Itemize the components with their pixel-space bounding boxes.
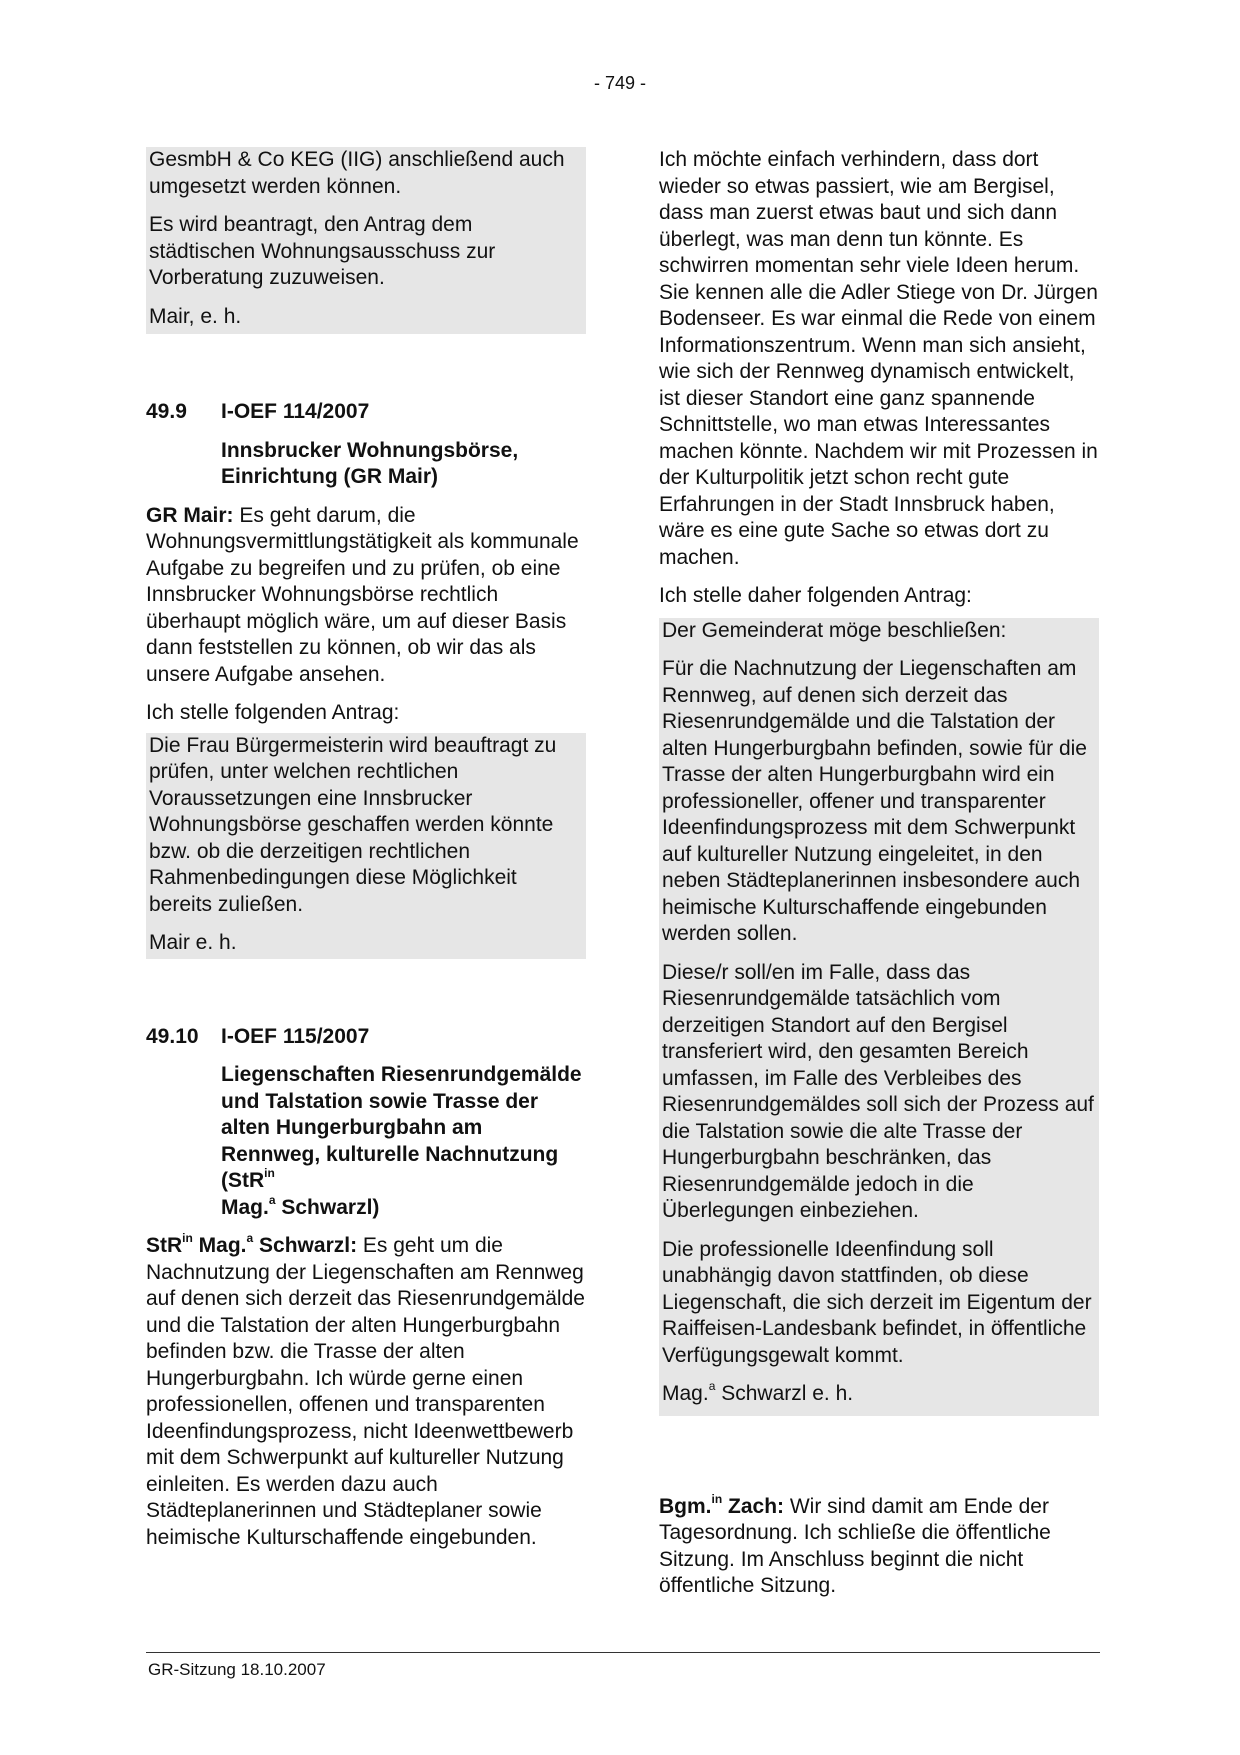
section-title: Innsbrucker Wohnungsbörse, Einrichtung (GR Mair) [221,438,519,488]
speaker-part: Schwarzl: [253,1234,358,1257]
speaker-name [659,1491,785,1518]
motion-text: Es wird beantragt, den Antrag dem städtischen Wohnungsausschuss zur Vorberatung zuzuweisen. [149,213,496,289]
motion-intro: Ich stelle folgenden Antrag: [146,701,400,724]
right-column [659,147,1099,1600]
superscript: in [182,1231,193,1245]
superscript: a [268,1192,276,1207]
superscript: in [264,1166,275,1180]
motion-intro: Ich stelle daher folgenden Antrag: [659,584,972,607]
speech-text: Es geht darum, die Wohnungsvermittlungstätigkeit als kommunale Aufgabe zu begreifen und zu prüfen, ob eine Innsbrucker Wohnungsbörse rechtlich überhaupt möglich wäre, um auf dieser Basis dann feststellen zu können, ob wir das als unsere Aufgabe ansehen. [146,503,579,686]
motion-signature: Mair e. h. [149,931,237,954]
footer-divider [146,1652,1100,1653]
motion-text: Die Frau Bürgermeisterin wird beauftragt zu prüfen, unter welchen rechtlichen Voraussetzungen eine Innsbrucker Wohnungsbörse geschaffen werden könnte bzw. ob die derzeitigen rechtlichen Rahmenbedingungen diese Möglichkeit bereits zuließen. [149,733,557,916]
motion-box [146,733,586,959]
closing-text: Wir sind damit am Ende der Tagesordnung. Ich schließe die öffentliche Sitzung. Im Anschluss beginnt die nicht öffentliche Sitzung. [659,1494,1051,1597]
section-number: 49.9 [146,400,187,423]
speaker-part: Mag. [192,1234,247,1257]
motion-text: GesmbH & Co KEG (IIG) anschließend auch umgesetzt werden können. [149,148,565,198]
speech-text: Es geht um die Nachnutzung der Liegenschaften am Rennweg auf denen sich derzeit das Riesenrundgemälde und die Talstation der alten Hungerburgbahn befinden bzw. die Trasse der alten Hungerburgbahn. Ich würde gerne einen professionellen, offenen und transparenten Ideenfindungsprozess, nicht Ideenwettbewerb mit dem Schwerpunkt auf kultureller Nutzung einleiten. Es werden dazu auch Städteplanerinnen und Städteplaner sowie heimische Kulturschaffende eingebunden. [146,1234,585,1549]
section-title-text: Liegenschaften Riesenrundgemälde und Talstation sowie Trasse der alten Hungerburgbahn am Rennweg, kulturelle Nachnutzung (StR [221,1063,582,1192]
speaker-part: Zach: [722,1494,785,1518]
closing-paragraph [659,1491,1099,1600]
speaker-name [146,1231,358,1257]
motion-text: Der Gemeinderat möge beschließen: [662,618,1007,642]
motion-signature: Mair, e. h. [149,304,242,328]
speech-text: Ich möchte einfach verhindern, dass dort wieder so etwas passiert, wie am Bergisel, dass man zuerst etwas baut und sich dann überlegt, was man denn tun könnte. Es schwirren momentan sehr viele Ideen herum. Sie kennen alle die Adler Stiege von Dr. Jürgen Bodenseer. Es war einmal die Rede von einem Informationszentrum. Wenn man sich ansieht, wie sich der Rennweg dynamisch entwickelt, ist dieser Standort eine ganz spannende Schnittstelle, wo man etwas Interessantes machen könnte. Nachdem wir mit Prozessen in der Kulturpolitik jetzt schon recht gute Erfahrungen in der Stadt Innsbruck haben, wäre es eine gute Sache so etwas dort zu machen. [659,148,1098,569]
section-code: I-OEF 114/2007 [221,400,370,423]
section-title-text: Schwarzl) [275,1195,380,1219]
speaker-part: StR [146,1234,183,1257]
section-code: I-OEF 115/2007 [221,1024,370,1048]
left-column [146,147,586,1551]
motion-signature [662,1381,1096,1408]
motion-box-continued [146,147,586,334]
section-title [146,1062,586,1221]
page-number: - 749 - [593,73,647,93]
speech-paragraph [146,503,586,689]
motion-text: Diese/r soll/en im Falle, dass das Riesenrundgemälde tatsächlich vom derzeitigen Standort auf den Bergisel transferiert wird, den gesamten Bereich umfassen, im Falle des Verbleibes des Riesenrundgemäldes soll sich der Prozess auf die Talstation sowie die alte Trasse der Hungerburgbahn beschränken, das Riesenrundgemälde jedoch in die Überlegungen einbeziehen. [662,960,1094,1222]
speech-paragraph [146,1233,586,1551]
motion-box [659,618,1099,1416]
section-number: 49.10 [146,1024,199,1048]
superscript: a [246,1231,254,1245]
superscript: in [711,1491,723,1506]
superscript: a [708,1379,716,1393]
speaker-part: Bgm. [659,1494,712,1518]
motion-text: Die professionelle Ideenfindung soll unabhängig davon stattfinden, ob diese Liegenschaft, die sich derzeit im Eigentum der Raiffeisen-Landesbank befindet, in öffentliche Verfügungsgewalt kommt. [662,1237,1092,1367]
section-heading-49-9 [146,399,586,426]
footer-text: GR-Sitzung 18.10.2007 [148,1660,326,1679]
section-title-text: Mag. [221,1195,269,1219]
signature-part: Schwarzl e. h. [721,1382,854,1405]
speaker-name: GR Mair: [146,503,234,527]
section-heading-49-10 [146,1024,586,1051]
signature-part: Mag. [662,1382,709,1405]
motion-text: Für die Nachnutzung der Liegenschaften am Rennweg, auf denen sich derzeit das Riesenrundgemälde und die Talstation der alten Hungerburgbahn befinden, sowie für die Trasse der alten Hungerburgbahn wird ein professioneller, offener und transparenter Ideenfindungsprozess mit dem Schwerpunkt auf kultureller Nutzung eingeleitet, in den neben Städteplanerinnen insbesondere auch heimische Kulturschaffende eingebunden werden sollen. [662,657,1087,945]
